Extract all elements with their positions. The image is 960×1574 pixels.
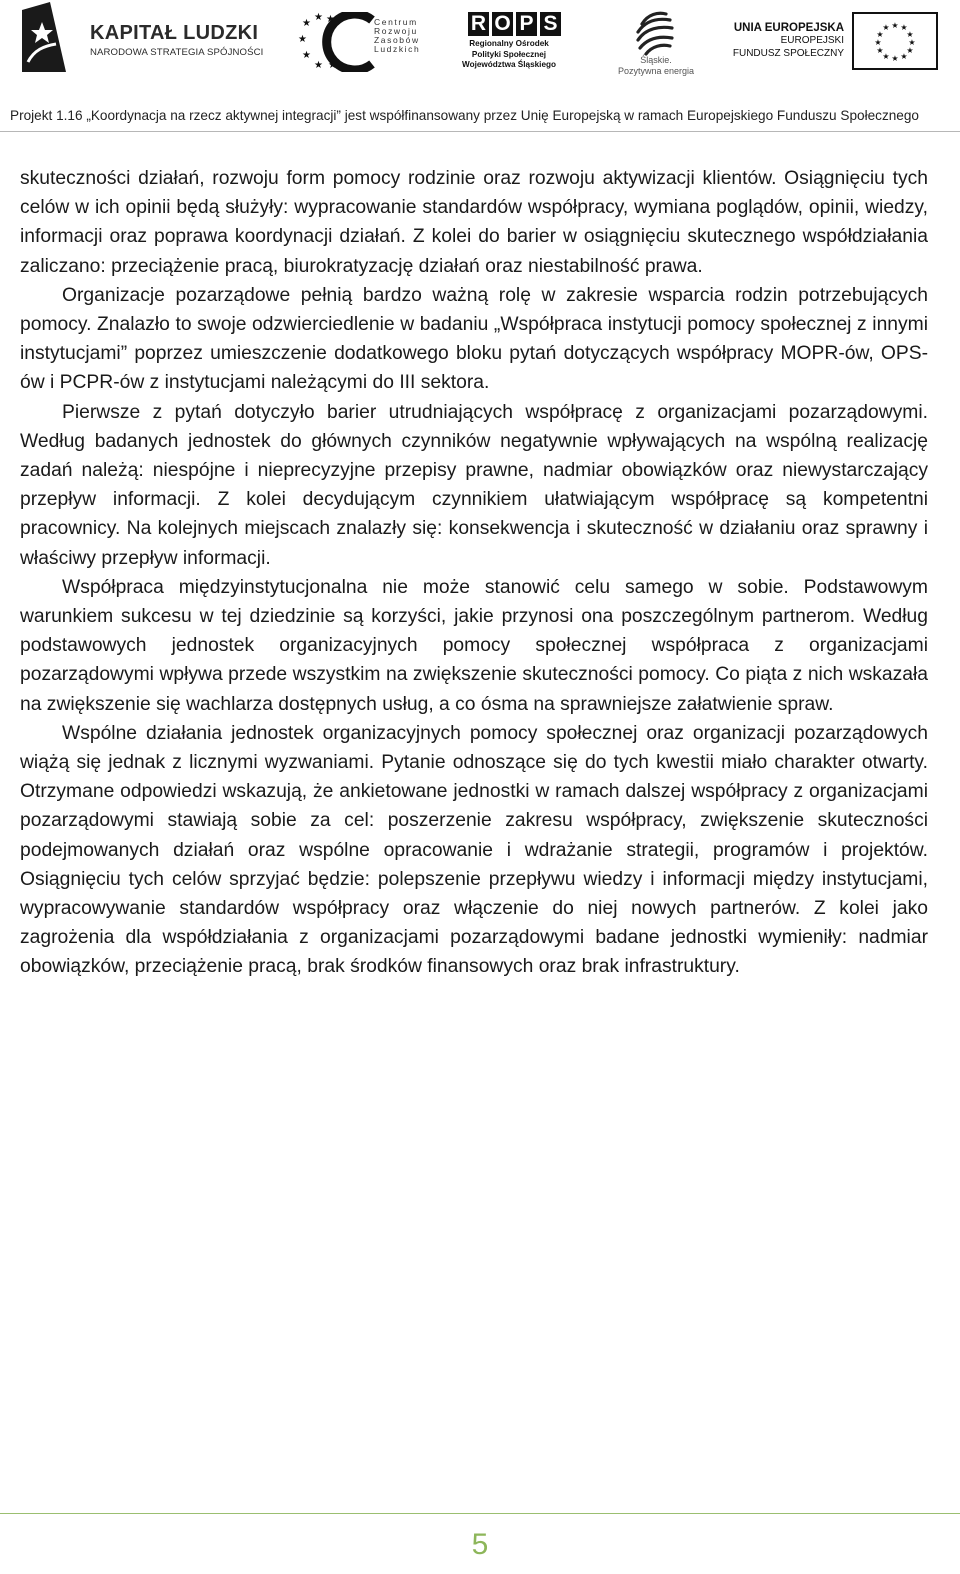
svg-text:★: ★ — [908, 38, 916, 47]
svg-text:★: ★ — [328, 60, 337, 71]
svg-text:★: ★ — [891, 54, 899, 63]
page-number: 5 — [471, 1528, 489, 1561]
slaskie-line-2: Pozytywna energia — [617, 66, 695, 76]
rops-letter: R — [468, 12, 489, 36]
svg-text:★: ★ — [302, 18, 311, 29]
rops-caption-line: Województwa Śląskiego — [461, 60, 557, 69]
svg-text:★: ★ — [882, 23, 890, 32]
crzl-line-3: Zasobów — [374, 35, 420, 45]
body-paragraph: Organizacje pozarządowe pełnią bardzo ważną rolę w zakresie wsparcia rodzin potrzebujących pomocy. Znalazło to swoje odzwierciedlenie w badaniu „Współpraca instytucji pomocy społecznej z innymi instytucjami” poprzez umieszczenie dodatkowego bloku pytań dotyczących współpracy MOPR-ów, OPS-ów i PCPR-ów z instytucjami należącymi do III sektora. — [20, 284, 928, 394]
rops-logo — [461, 12, 561, 71]
rops-caption-line: Polityki Społecznej — [471, 49, 547, 59]
header-logo-bar — [0, 0, 960, 84]
header-divider — [0, 131, 960, 132]
body-paragraph: skuteczności działań, rozwoju form pomocy rodzinie oraz rozwoju aktywizacji klientów. Osiągnięciu tych celów w ich opinii będą służyły: wypracowanie standardów współpracy, wymiana poglądów, opinii, wiedzy, informacji oraz poprawa koordynacji działań. Z kolei do barier w osiągnięciu skutecznego współdziałania zaliczano: przeciążenie pracą, biurokratyzację działań oraz niestabilność prawa. — [20, 168, 928, 277]
slaskie-swoosh-icon — [632, 8, 678, 58]
kapital-ludzki-emblem-icon — [22, 2, 74, 72]
svg-text:★: ★ — [906, 30, 914, 39]
project-funding-line: Projekt 1.16 „Koordynacja na rzecz aktywnej integracji” jest współfinansowany przez Unię Europejską w ramach Europejskiego Funduszu Społecznego — [10, 108, 919, 123]
kapital-ludzki-logo — [90, 22, 263, 58]
svg-text:★: ★ — [876, 30, 884, 39]
eu-caption — [732, 22, 844, 60]
crzl-line-1: Centrum — [374, 17, 418, 27]
rops-letter: O — [492, 12, 513, 36]
crzl-line-2: Rozwoju — [374, 26, 418, 36]
eu-flag-icon — [852, 12, 938, 70]
rops-letter: S — [540, 12, 561, 36]
svg-text:★: ★ — [314, 12, 323, 23]
kapital-ludzki-title: KAPITAŁ LUDZKI — [90, 22, 259, 44]
body-paragraph: Współpraca międzyinstytucjonalna nie może stanowić celu samego w sobie. Podstawowym warunkiem sukcesu w tej dziedzinie są korzyści, jakie przynosi ona poszczególnym partnerom. Według podstawowych jednostek organizacyjnych pomocy społecznej współpraca z organizacjami pozarządowymi wpływa przede wszystkim na zwiększenie skuteczności pomocy. Co piąta z nich wskazała na zwiększenie się wachlarza dostępnych usług, a co ósma na sprawniejsze załatwienie spraw. — [20, 576, 928, 715]
svg-text:★: ★ — [874, 38, 882, 47]
rops-letter: P — [516, 12, 537, 36]
body-paragraph: Pierwsze z pytań dotyczyło barier utrudniających współpracę z organizacjami pozarządowymi. Według badanych jednostek do głównych czynników negatywnie wpływających na wspólną realizację zadań należą: niespójne i nieprecyzyjne przepisy prawne, nadmiar obowiązków oraz niewystarczający przepływ informacji. Z kolei decydującym czynnikiem ułatwiającym współpracę są kompetentni pracownicy. Na kolejnych miejscach znalazły się: konsekwencja i skuteczność w działaniu oraz sprawny i właściwy przepływ informacji. — [20, 401, 928, 569]
rops-letters — [468, 12, 561, 36]
eu-line-2: FUNDUSZ SPOŁECZNY — [732, 48, 844, 59]
svg-text:★: ★ — [326, 14, 335, 25]
eu-title: UNIA EUROPEJSKA — [733, 22, 844, 34]
slaskie-caption — [614, 55, 698, 77]
slaskie-line-1: Śląskie. — [640, 55, 672, 65]
rops-caption — [457, 39, 561, 71]
crzl-stars-icon — [296, 12, 378, 72]
svg-text:★: ★ — [302, 50, 311, 61]
crzl-line-4: Ludzkich — [374, 44, 421, 54]
svg-text:★: ★ — [900, 52, 908, 61]
rops-caption-line: Regionalny Ośrodek — [469, 39, 549, 48]
svg-text:★: ★ — [314, 60, 323, 71]
kapital-ludzki-subtitle: NARODOWA STRATEGIA SPÓJNOŚCI — [90, 47, 264, 58]
eu-line-1: EUROPEJSKI — [780, 35, 844, 46]
document-body — [20, 164, 928, 982]
crzl-name — [374, 18, 420, 54]
svg-text:★: ★ — [876, 46, 884, 55]
svg-text:★: ★ — [298, 34, 307, 45]
footer-divider — [0, 1513, 960, 1514]
body-paragraph: Wspólne działania jednostek organizacyjnych pomocy społecznej oraz organizacji pozarządowych wiążą się jednak z licznymi wyzwaniami. Pytanie odnoszące się do tych kwestii miało charakter otwarty. Otrzymane odpowiedzi wskazują, że ankietowane jednostki w ramach dalszej współpracy z organizacjami pozarządowymi stawiają sobie za cel: poszerzenie zakresu współpracy, zwiększenie skuteczności podejmowanych działań oraz wspólne opracowanie i wdrażanie strategii, programów i projektów. Osiągnięciu tych celów sprzyjać będzie: polepszenie przepływu wiedzy i informacji między instytucjami, wypracowywanie standardów współpracy oraz włączenie do niej nowych partnerów. Z kolei jako zagrożenia dla współdziałania z organizacjami pozarządowymi badane jednostki wymieniły: nadmiar obowiązków, przeciążenie pracą, brak środków finansowych oraz brak infrastruktury. — [20, 722, 928, 978]
svg-text:★: ★ — [900, 23, 908, 32]
svg-text:★: ★ — [906, 46, 914, 55]
svg-text:★: ★ — [891, 21, 899, 30]
svg-text:★: ★ — [882, 52, 890, 61]
